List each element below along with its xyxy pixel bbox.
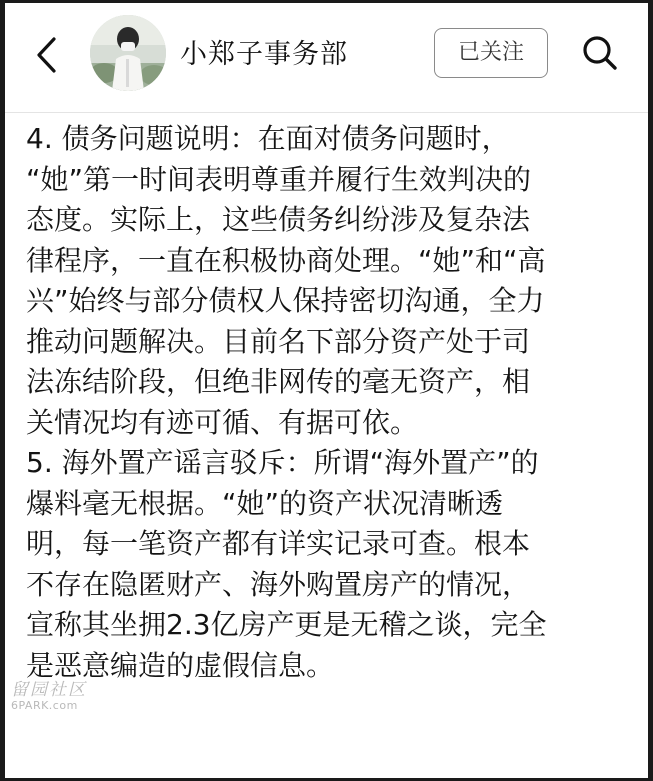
account-name[interactable]: 小郑子事务部: [180, 39, 348, 70]
search-icon: [581, 34, 619, 72]
top-navigation-bar: [5, 3, 648, 103]
post-line: 法冻结阶段，但绝非网传的毫无资产，相: [26, 365, 531, 398]
post-line: 律程序，一直在积极协商处理。“她”和“高: [26, 243, 546, 277]
follow-button[interactable]: 已关注: [434, 28, 548, 78]
post-line: 5. 海外置产谣言驳斥：所谓“海外置产”的: [26, 446, 539, 479]
search-button[interactable]: [578, 31, 622, 75]
post-line: 兴”始终与部分债权人保持密切沟通，全力: [26, 284, 545, 317]
avatar-photo: [90, 15, 166, 91]
chevron-left-icon: [34, 36, 58, 74]
back-button[interactable]: [31, 35, 61, 75]
post-body: [26, 119, 638, 686]
post-line: 态度。实际上，这些债务纠纷涉及复杂法: [26, 203, 531, 236]
watermark-domain: 6PARK.com: [11, 699, 78, 712]
post-line: 明，每一笔资产都有详实记录可查。根本: [26, 527, 531, 560]
post-line: 爆料毫无根据。“她”的资产状况清晰透: [26, 486, 504, 520]
post-line: 宣称其坐拥2.3亿房产更是无稽之谈，完全: [26, 608, 547, 641]
screenshot-frame: [5, 3, 648, 778]
avatar[interactable]: [90, 15, 166, 91]
post-line: 推动问题解决。目前名下部分资产处于司: [26, 324, 531, 358]
post-line: 4. 债务问题说明：在面对债务问题时，: [26, 122, 510, 155]
post-line: 是恶意编造的虚假信息。: [26, 648, 335, 682]
header-divider: [5, 112, 648, 113]
post-line: 关情况均有迹可循、有据可依。: [26, 405, 419, 439]
site-watermark: [11, 680, 101, 712]
post-line: “她”第一时间表明尊重并履行生效判决的: [26, 162, 532, 196]
post-line: 不存在隐匿财产、海外购置房产的情况，: [26, 567, 531, 601]
watermark-logo-text: 留园社区: [11, 680, 87, 700]
